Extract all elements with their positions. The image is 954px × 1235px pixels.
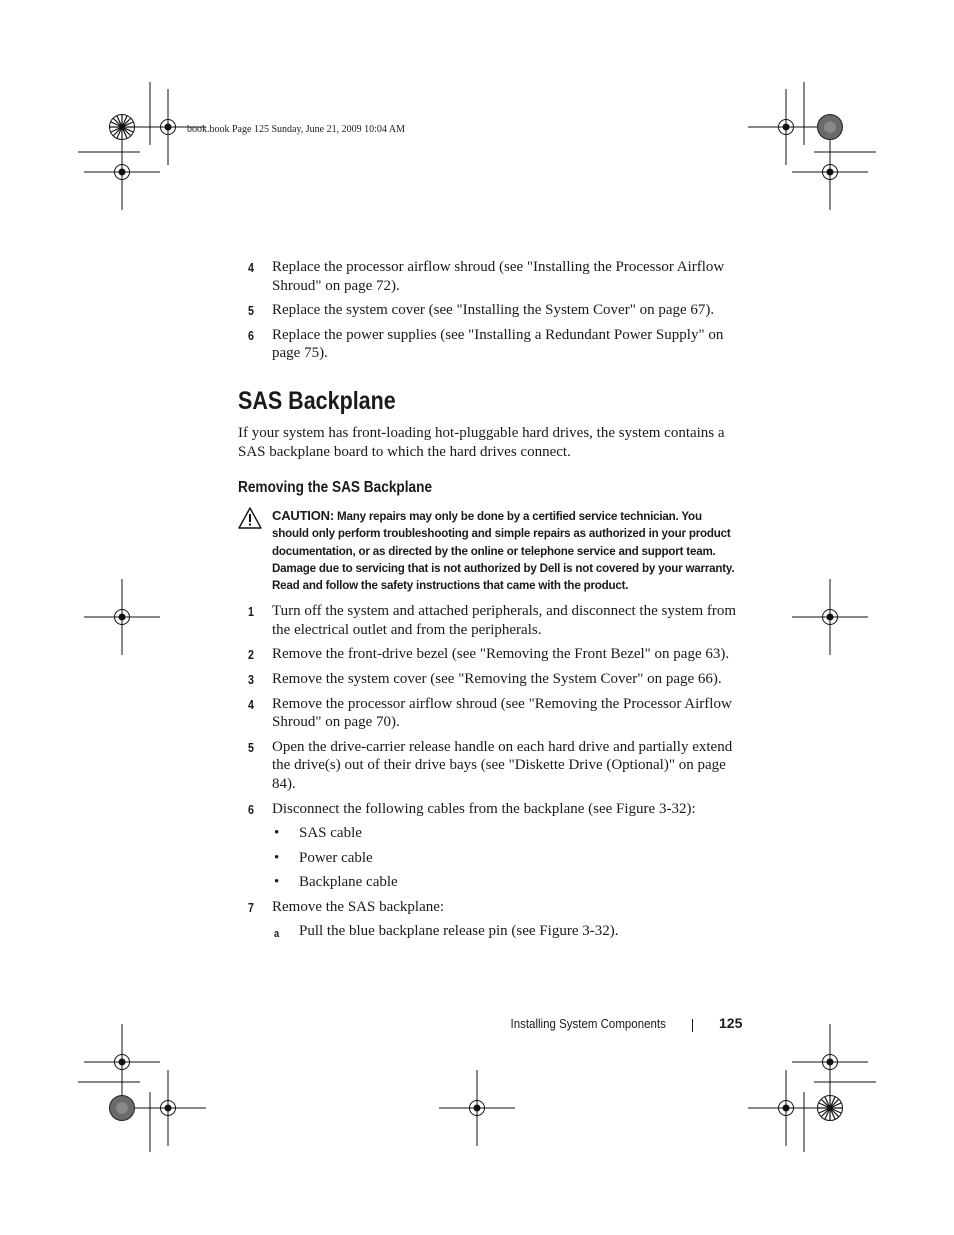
crosshair-mark-left-upper [84, 134, 160, 210]
subsection-title: Removing the SAS Backplane [238, 479, 433, 497]
step-text: Remove the SAS backplane: [272, 898, 445, 915]
step-number: 6 [248, 802, 254, 817]
star-target-bottom-left [110, 1096, 135, 1121]
page-number: 125 [719, 1015, 743, 1031]
prev-step-5 [238, 301, 738, 320]
step-7 [238, 898, 738, 917]
step-text: Open the drive-carrier release handle on each hard drive and partially extend the drive(s) out of their drive bays (see "Diskette Drive (Optional)" on page 84). [272, 738, 733, 792]
step-text: Remove the processor airflow shroud (see "Removing the Processor Airflow Shroud" on page 70). [272, 695, 732, 731]
caution-notice [238, 507, 738, 594]
step-number: 7 [248, 900, 254, 915]
step-1 [238, 602, 738, 639]
step-number: 1 [248, 605, 254, 620]
crosshair-mark-bottom-center [439, 1070, 515, 1146]
bullet-dot: • [274, 825, 280, 842]
bullet-item [238, 873, 738, 892]
footer-section-name: Installing System Components [510, 1017, 666, 1031]
bullet-item [238, 849, 738, 868]
step-text: Replace the power supplies (see "Installing a Redundant Power Supply" on page 75). [272, 326, 724, 362]
bullet-dot: • [274, 874, 280, 891]
bullet-text: Backplane cable [299, 874, 398, 891]
step-2 [238, 645, 738, 664]
star-target-bottom-right [818, 1096, 843, 1121]
substep-letter: a [274, 928, 280, 941]
step-text: Replace the processor airflow shroud (see "Installing the Processor Airflow Shroud" on page 72). [272, 259, 725, 294]
section-title: SAS Backplane [238, 386, 396, 415]
crosshair-mark-right-middle [792, 579, 868, 655]
crosshair-mark-top-right [748, 89, 824, 165]
step-number: 3 [248, 672, 254, 687]
crosshair-mark-bottom-right [748, 1070, 824, 1146]
section-intro: If your system has front-loading hot-pluggable hard drives, the system contains a SAS backplane board to which the hard drives connect. [238, 424, 725, 460]
star-target-top-right [818, 115, 843, 140]
step-6 [238, 800, 738, 819]
bullet-text: Power cable [299, 849, 373, 866]
crosshair-mark-left-middle [84, 579, 160, 655]
prev-step-4 [238, 258, 738, 295]
crosshair-mark-bottom-left [130, 1070, 206, 1146]
step-4 [238, 695, 738, 732]
print-header-stamp: book.book Page 125 Sunday, June 21, 2009 10:04 AM [187, 124, 405, 135]
step-text: Turn off the system and attached peripherals, and disconnect the system from the electrical outlet and from the peripherals. [272, 603, 737, 638]
footer-divider [692, 1019, 693, 1032]
step-number: 4 [248, 261, 254, 275]
bullet-dot: • [274, 849, 280, 866]
step-text: Remove the front-drive bezel (see "Removing the Front Bezel" on page 63). [272, 646, 730, 663]
crosshair-mark-right-upper [792, 134, 868, 210]
caution-label: CAUTION: [272, 508, 334, 524]
step-text: Replace the system cover (see "Installing the System Cover" on page 67). [272, 302, 715, 319]
substep-text: Pull the blue backplane release pin (see Figure 3-32). [299, 923, 619, 940]
warning-triangle-icon [238, 507, 262, 529]
crosshair-mark-right-lower [792, 1024, 868, 1100]
substep-a [238, 922, 738, 941]
page-content [238, 258, 738, 947]
star-target-top-left [110, 115, 135, 140]
bullet-text: SAS cable [299, 825, 362, 842]
step-number: 6 [248, 328, 254, 343]
step-3 [238, 670, 738, 689]
step-number: 5 [248, 304, 254, 319]
crosshair-mark-left-lower [84, 1024, 160, 1100]
prev-step-6 [238, 326, 738, 363]
step-text: Disconnect the following cables from the backplane (see Figure 3-32): [272, 800, 696, 817]
step-number: 4 [248, 697, 254, 712]
bullet-item [238, 824, 738, 843]
step-number: 2 [248, 648, 254, 663]
step-5 [238, 738, 738, 794]
step-text: Remove the system cover (see "Removing the System Cover" on page 66). [272, 670, 722, 687]
step-number: 5 [248, 740, 254, 755]
caution-text: Many repairs may only be done by a certified service technician. You should only perform troubleshooting and simple repairs as authorized in your product documentation, or as directed by the online or telephone service and support team. Damage due to servicing that is not authorized by Dell is not covered by your warranty. Read and follow the safety instructions that came with the product. [272, 510, 735, 592]
